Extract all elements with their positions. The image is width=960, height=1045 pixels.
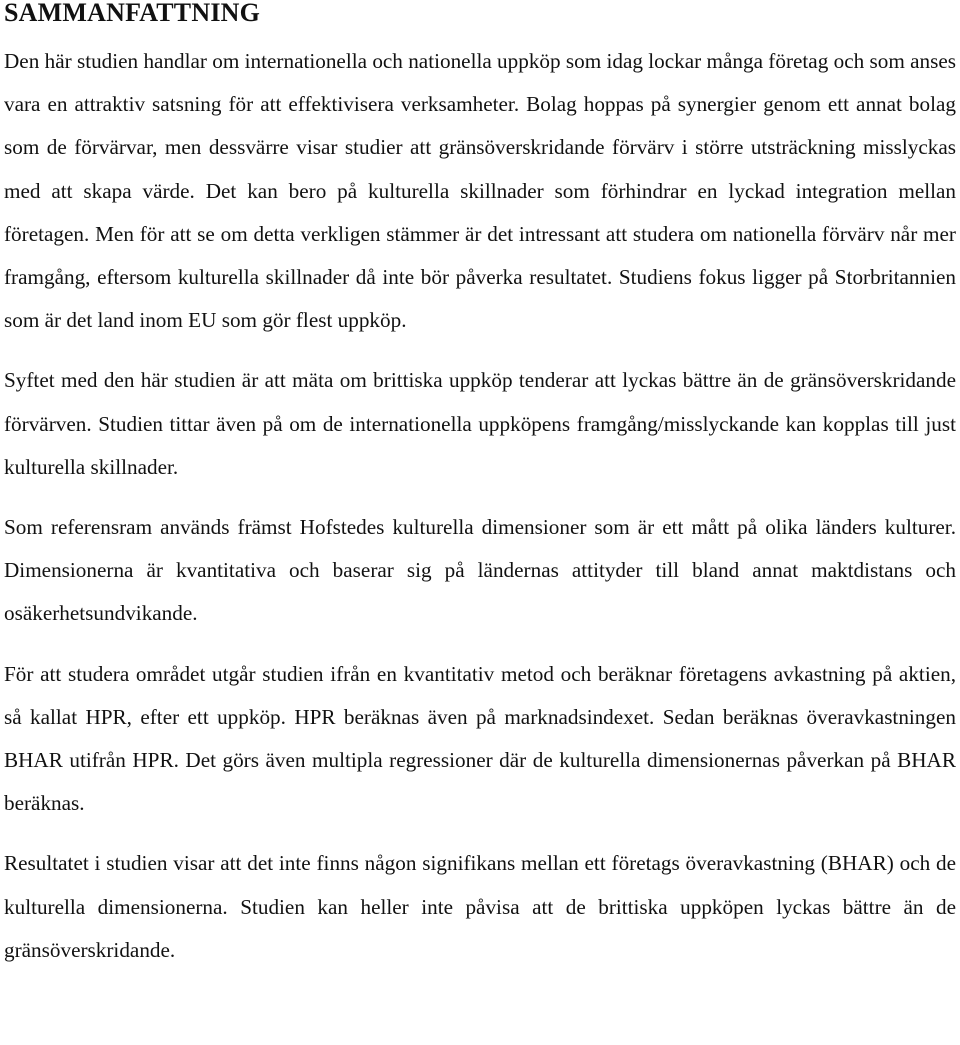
paragraph-intro: Den här studien handlar om internationella och nationella uppköp som idag lockar många företag och som anses vara en attraktiv satsning för att effektivisera verksamheter. Bolag hoppas på synergier genom ett annat bolag som de förvärvar, men dessvärre visar studier att gränsöverskridande förvärv i större utsträckning misslyckas med att skapa värde. Det kan bero på kulturella skillnader som förhindrar en lyckad integration mellan företagen. Men för att se om detta verkligen stämmer är det intressant att studera om nationella förvärv når mer framgång, eftersom kulturella skillnader då inte bör påverka resultatet. Studiens fokus ligger på Storbritannien som är det land inom EU som gör flest uppköp. <box>4 49 956 333</box>
paragraph-results: Resultatet i studien visar att det inte finns någon signifikans mellan ett företags överavkastning (BHAR) och de kulturella dimensionerna. Studien kan heller inte påvisa att de brittiska uppköpen lyckas bättre än de gränsöverskridande. <box>4 851 956 962</box>
paragraph-framework: Som referensram används främst Hofstedes kulturella dimensioner som är ett mått på olika länders kulturer. Dimensionerna är kvantitativa och baserar sig på ländernas attityder till bland annat maktdistans och osäkerhetsundvikande. <box>4 515 956 626</box>
paragraph-gap <box>4 342 956 359</box>
paragraph-purpose: Syftet med den här studien är att mäta om brittiska uppköp tenderar att lyckas bättre än de gränsöverskridande förvärven. Studien tittar även på om de internationella uppköpens framgång/misslyckande kan kopplas till just kulturella skillnader. <box>4 368 956 479</box>
paragraph-gap <box>4 489 956 506</box>
paragraph-gap <box>4 825 956 842</box>
paragraph-method: För att studera området utgår studien ifrån en kvantitativ metod och beräknar företagens avkastning på aktien, så kallat HPR, efter ett uppköp. HPR beräknas även på marknadsindexet. Sedan beräknas överavkastningen BHAR utifrån HPR. Det görs även multipla regressioner där de kulturella dimensionernas påverkan på BHAR beräknas. <box>4 661 956 816</box>
section-heading: SAMMANFATTNING <box>4 0 261 27</box>
paragraph-gap <box>4 636 956 653</box>
